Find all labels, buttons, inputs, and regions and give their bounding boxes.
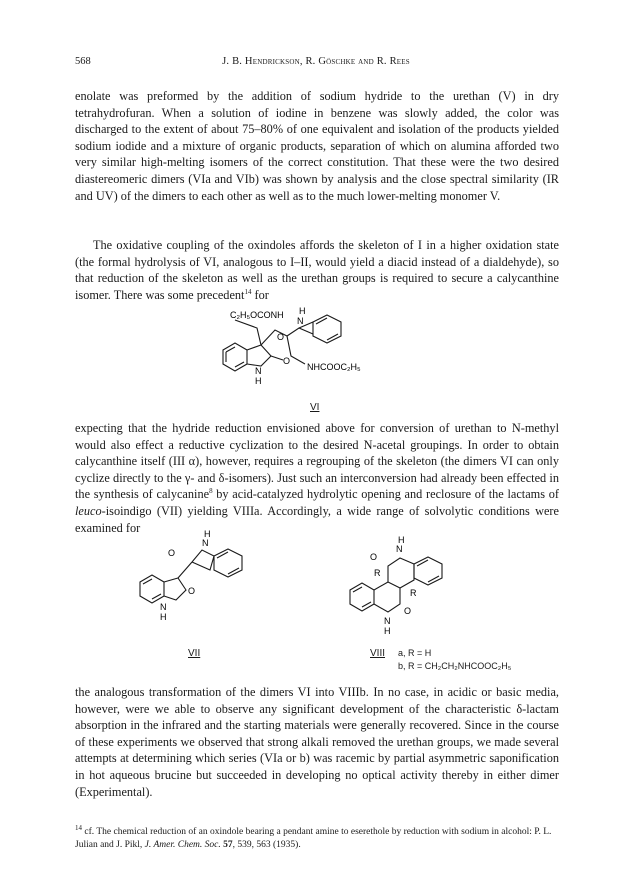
vi-atom-h-lower: H [255,376,262,386]
figure-vi-label: VI [310,402,320,413]
vi-group-top: C₂H₅OCONH [230,310,284,320]
viii-atom-h-upper: H [398,535,405,545]
viii-atom-r-upper: R [374,568,381,578]
vii-atom-h-upper: H [204,530,211,539]
figure-viii [330,530,490,645]
structure-viii-drawing [330,530,490,645]
vii-atom-h-lower: H [160,612,167,622]
vi-atom-n-lower: N [255,366,262,376]
page-number: 568 [75,56,91,67]
viii-atom-h-lower: H [384,626,391,636]
vi-atom-n-upper: N [297,316,304,326]
vii-atom-o-upper: O [168,548,176,558]
vii-atom-n-lower: N [160,602,167,612]
viii-atom-o-upper: O [370,552,378,562]
structure-vii-drawing [120,530,280,630]
footnote-ref-14: 14 [244,287,252,296]
figure-viii-label: VIII [370,648,386,659]
viii-atom-n-upper: N [396,544,403,554]
reference-8: 8 [209,487,213,496]
running-head-authors: J. B. Hendrickson, R. Göschke and R. Rees [222,56,410,67]
paragraph-4: the analogous transformation of the dimers VI into VIIIb. In no case, in acidic or basic media, however, were we able to observe any significant development of the characteristic δ-lactam absorption in the infrared and the starting materials were generally recovered. Since in the course of these experiments we observed that strong alkali removed the urethan groups, we made several attempts at determining which series (VIa or b) was racemic by partial asymmetric saponification in hot aqueous brucine but succeeded in developing no optical activity thereby in either dimer (Experimental). [75,685,559,799]
footnote-14 [75,823,559,851]
paragraph-3-text: expecting that the hydride reduction envisioned above for conversion of urethan to N-methyl would also effect a reductive cyclization to the desired N-acetal groupings. In order to obtain calycanthine itself (III α), however, requires a regrouping of the skeleton (the dimers VI can only cyclize directly to the γ- and δ-isomers). Just such an interconversion had already been effected in the synthesis of calycanine [75,421,559,502]
footnote-pages: , 539, 563 (1935). [232,839,301,850]
figure-vii [120,530,280,630]
viii-atom-r-lower: R [410,588,417,598]
vi-group-bottom: NHCOOC₂H₅ [307,362,361,372]
footnote-volume: 57 [220,839,233,850]
vii-atom-n-upper: N [202,538,209,548]
vii-atom-o-lower: O [188,586,196,596]
structure-vi-drawing [195,300,415,420]
figure-viii-variant-b: b, R = CH₂CH₂NHCOOC₂H₅ [398,661,512,671]
figure-viii-variant-a: a, R = H [398,648,432,658]
paragraph-1: enolate was preformed by the addition of sodium hydride to the urethan (V) in dry tetrahydrofuran. When a solution of iodine in benzene was slowly added, the color was discharged to the extent of about 75–80% of one equivalent and isolation of the products yielded sodium iodide and a mixture of organic products, separation of which on alumina afforded two very similar high-melting isomers of the correct constitution. That these were the two desired diastereomeric dimers (VIa and VIb) was shown by analysis and the close spectral similarity (IR and UV) of the dimers to each other as well as to the much lower-melting monomer V. [75,89,559,203]
paragraph-2 [75,237,559,303]
footnote-journal: J. Amer. Chem. Soc. [144,839,221,850]
paragraph-3 [75,420,559,536]
viii-atom-o-lower: O [404,606,412,616]
figure-vii-label: VII [188,648,201,659]
paragraph-3-tail: -isoindigo (VII) yielding VIIIa. Accordingly, a wide range of solvolytic conditions were examined for [75,503,559,535]
viii-atom-n-lower: N [384,616,391,626]
paragraph-2-tail: for [251,287,269,302]
figure-vi [195,300,415,420]
footnote-mark: 14 [75,823,82,832]
leuco-italic: leuco [75,503,102,518]
vi-atom-o-lower: O [283,356,291,366]
paragraph-3-middle: by acid-catalyzed hydrolytic opening and reclosure of the lactams of [212,487,559,502]
vi-atom-o-upper: O [277,332,285,342]
footnote-text: cf. The chemical reduction of an oxindole bearing a pendant amine to eserethole by reduction with sodium in alcohol: P. L. Julian and J. Pikl, [75,827,552,850]
paragraph-2-text: The oxidative coupling of the oxindoles affords the skeleton of I in a higher oxidation state (the formal hydrolysis of VI, analogous to I–II, would yield a diacid instead of a dialdehyde), so that reduction of the skeleton as well as the urethan groups is required to secure a calycanthine isomer. There was some precedent [75,238,559,302]
vi-atom-h-upper: H [299,306,306,316]
